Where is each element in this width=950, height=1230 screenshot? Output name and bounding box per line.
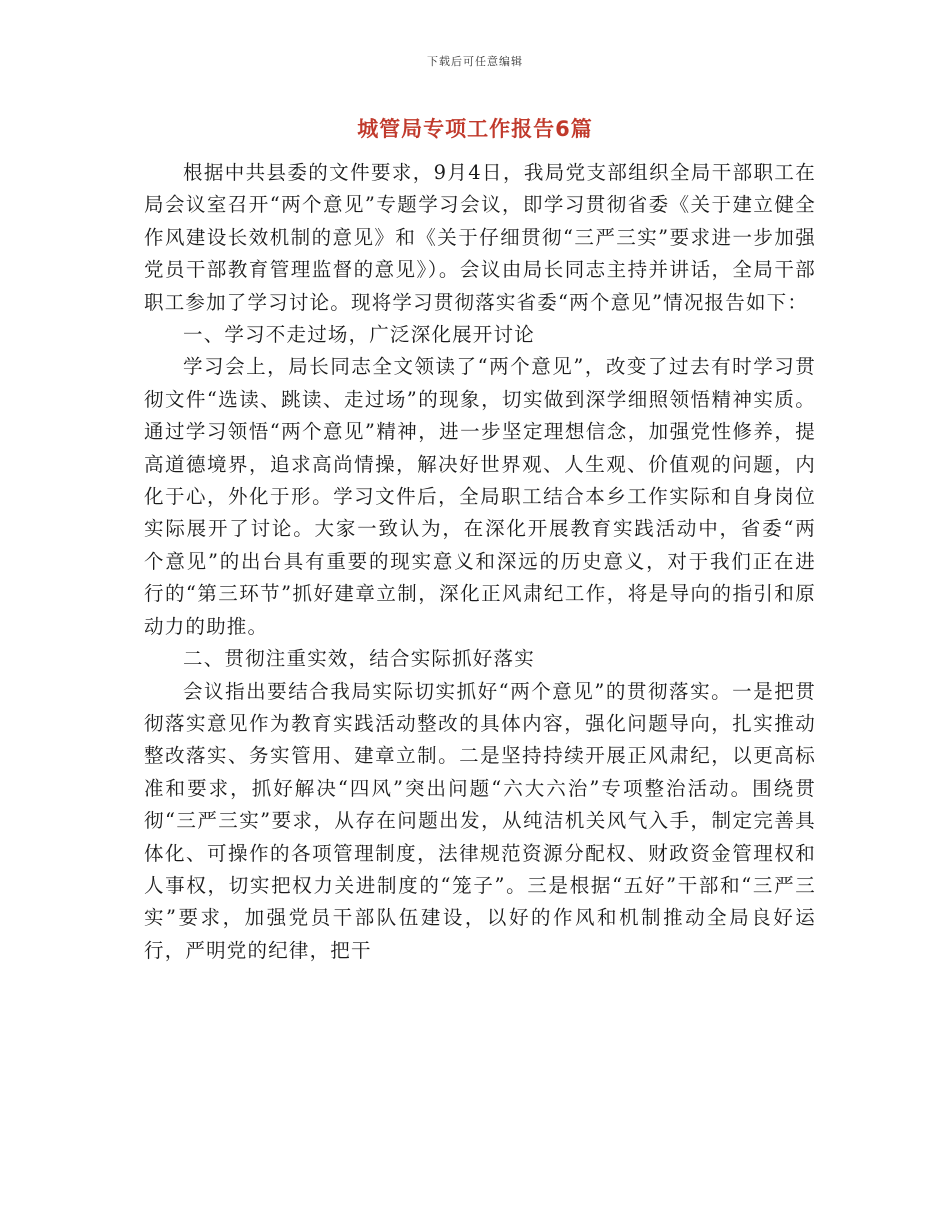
document-body <box>144 157 816 967</box>
page-title: 城管局专项工作报告6篇 <box>357 117 593 141</box>
header-note: 下载后可任意编辑 <box>427 55 523 68</box>
section-heading-2: 二、贯彻注重实效，结合实际抓好落实 <box>183 647 535 671</box>
paragraph-intro: 根据中共县委的文件要求，9月4日，我局党支部组织全局干部职工在局会议室召开“两个意见”专题学习会议，即学习贯彻省委《关于建立健全作风建设长效机制的意见》和《关于仔细贯彻“三严三实”要求进一步加强党员干部教育管理监督的意见》）。会议由局长同志主持并讲话，全局干部职工参加了学习讨论。现将学习贯彻落实省委“两个意见”情况报告如下： <box>144 161 816 314</box>
paragraph-section-2: 会议指出要结合我局实际切实抓好“两个意见”的贯彻落实。一是把贯彻落实意见作为教育实践活动整改的具体内容，强化问题导向，扎实推动整改落实、务实管用、建章立制。二是坚持持续开展正风肃纪，以更高标准和要求，抓好解决“四风”突出问题“六大六治”专项整治活动。围绕贯彻“三严三实”要求，从存在问题出发，从纯洁机关风气入手，制定完善具体化、可操作的各项管理制度，法律规范资源分配权、财政资金管理权和人事权，切实把权力关进制度的“笼子”。三是根据“五好”干部和“三严三实”要求，加强党员干部队伍建设，以好的作风和机制推动全局良好运行，严明党的纪律，把干 <box>144 679 816 962</box>
paragraph-section-1: 学习会上，局长同志全文领读了“两个意见”，改变了过去有时学习贯彻文件“选读、跳读、走过场”的现象，切实做到深学细照领悟精神实质。通过学习领悟“两个意见”精神，进一步坚定理想信念，加强党性修养，提高道德境界，追求高尚情操，解决好世界观、人生观、价值观的问题，内化于心，外化于形。学习文件后，全局职工结合本乡工作实际和自身岗位实际展开了讨论。大家一致认为，在深化开展教育实践活动中，省委“两个意见”的出台具有重要的现实意义和深远的历史意义，对于我们正在进行的“第三环节”抓好建章立制，深化正风肃纪工作，将是导向的指引和原动力的助推。 <box>144 355 816 638</box>
section-heading-1: 一、学习不走过场，广泛深化展开讨论 <box>183 323 535 347</box>
